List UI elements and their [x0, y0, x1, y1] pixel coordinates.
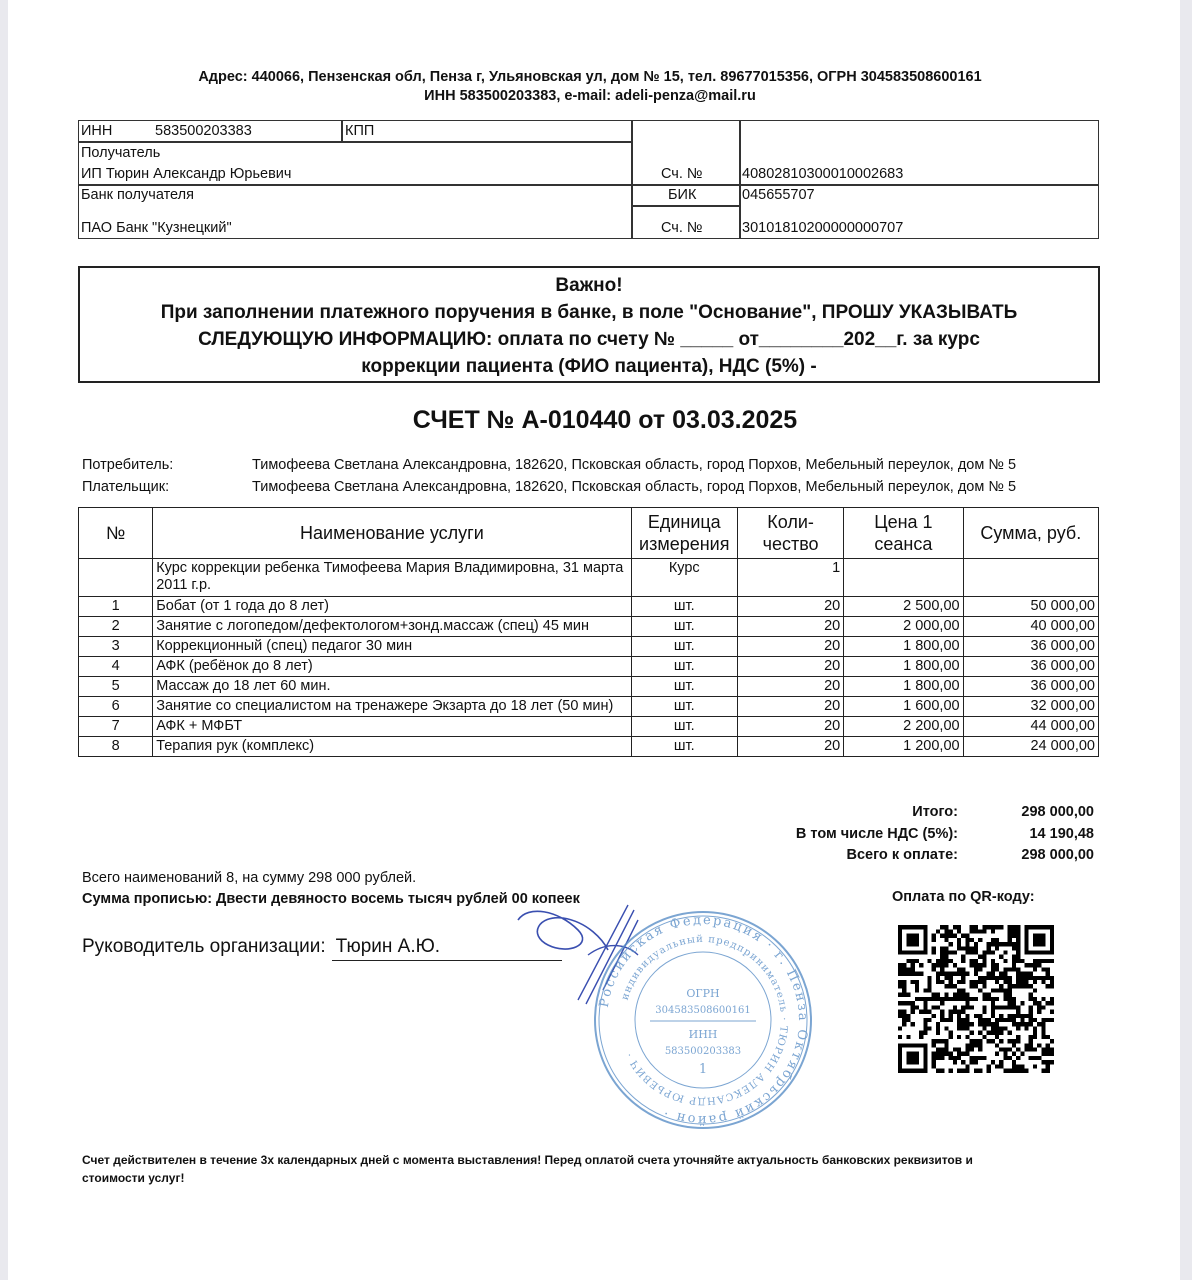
cell-name: Курс коррекции ребенка Тимофеева Мария Владимировна, 31 марта 2011 г.р.	[153, 559, 631, 597]
cell-sum: 50 000,00	[963, 597, 1098, 617]
stamp-number: 1	[698, 1062, 708, 1077]
recipient-label: Получатель	[81, 145, 161, 161]
subtotal-value: 298 000,00	[1021, 804, 1094, 820]
cell-unit: шт.	[631, 597, 737, 617]
totals-values	[968, 802, 1094, 867]
cell-unit: шт.	[631, 717, 737, 737]
stamp-ogrn-value: 304583508600161	[655, 1005, 751, 1016]
cell-qty: 1	[737, 559, 843, 597]
header-num: №	[79, 508, 153, 559]
cell-price: 1 800,00	[844, 637, 963, 657]
cell-sum: 44 000,00	[963, 717, 1098, 737]
bank-details-table	[78, 120, 1099, 239]
notice-line: коррекции пациента (ФИО пациента), НДС (5%) -	[361, 356, 817, 377]
cell-name: АФК (ребёнок до 8 лет)	[153, 657, 631, 677]
company-address: Адрес: 440066, Пензенская обл, Пенза г, Ульяновская ул, дом № 15, тел. 89677015356, ОГРН 304583508600161	[198, 69, 982, 85]
cell-name: Коррекционный (спец) педагог 30 мин	[153, 637, 631, 657]
cell-unit: Курс	[631, 559, 737, 597]
bank-label: Банк получателя	[81, 187, 194, 203]
cell-price: 2 200,00	[844, 717, 963, 737]
stamp-inn-label: ИНН	[688, 1028, 718, 1041]
director-signature-line	[82, 936, 562, 961]
cell-name: Занятие со специалистом на тренажере Экзарта до 18 лет (50 мин)	[153, 697, 631, 717]
cell-num: 4	[79, 657, 153, 677]
validity-note-line: стоимости услуг!	[82, 1171, 185, 1185]
cell-sum	[963, 559, 1098, 597]
table-row	[79, 737, 1099, 757]
kpp-label: КПП	[345, 123, 375, 139]
table-row	[79, 597, 1099, 617]
cell-sum: 32 000,00	[963, 697, 1098, 717]
cell-name: Терапия рук (комплекс)	[153, 737, 631, 757]
stamp-inn-value: 583500203383	[664, 1046, 742, 1057]
company-header	[0, 68, 1180, 106]
validity-note-line: Счет действителен в течение 3х календарных дней с момента выставления! Перед оплатой счета уточняйте актуальность банковских реквизитов и	[82, 1153, 973, 1167]
cell-qty: 20	[737, 637, 843, 657]
header-sum: Сумма, руб.	[963, 508, 1098, 559]
course-row	[79, 559, 1099, 597]
cell-num: 1	[79, 597, 153, 617]
cell-sum: 36 000,00	[963, 657, 1098, 677]
header-qty: Коли- чество	[737, 508, 843, 559]
total-value: 298 000,00	[1021, 847, 1094, 863]
cell-num: 3	[79, 637, 153, 657]
table-row	[79, 677, 1099, 697]
invoice-page	[8, 0, 1180, 1280]
cell-num: 5	[79, 677, 153, 697]
inn-value: 583500203383	[155, 123, 252, 139]
cell-qty: 20	[737, 697, 843, 717]
table-row	[79, 657, 1099, 677]
vat-label: В том числе НДС (5%):	[795, 825, 958, 842]
svg-text:Российская Федерация · г. Пенз: Российская Федерация · г. Пенза Октябрьский район ·	[596, 912, 811, 1128]
consumer-value: Тимофеева Светлана Александровна, 182620, Псковская область, город Порхов, Мебельный переулок, дом № 5	[252, 457, 1017, 473]
subtotal-label: Итого:	[912, 804, 958, 820]
cell-qty: 20	[737, 717, 843, 737]
director-label: Руководитель организации:	[82, 936, 326, 957]
amount-in-words: Сумма прописью: Двести девяносто восемь тысяч рублей 00 копеек	[82, 891, 580, 907]
cell-num: 6	[79, 697, 153, 717]
cell-num: 8	[79, 737, 153, 757]
payment-qr-code-icon[interactable]	[898, 925, 1054, 1073]
amount-summary	[82, 868, 580, 910]
corr-account-value: 30101810200000000707	[742, 220, 904, 236]
bik-label: БИК	[668, 187, 697, 203]
cell-qty: 20	[737, 597, 843, 617]
cell-name: Бобат (от 1 года до 8 лет)	[153, 597, 631, 617]
stamp-ogrn-label: ОГРН	[686, 987, 720, 1000]
payer-value: Тимофеева Светлана Александровна, 182620, Псковская область, город Порхов, Мебельный переулок, дом № 5	[252, 479, 1017, 495]
cell-price: 1 800,00	[844, 677, 963, 697]
account-value: 40802810300010002683	[742, 166, 904, 182]
cell-sum: 40 000,00	[963, 617, 1098, 637]
cell-sum: 36 000,00	[963, 677, 1098, 697]
cell-unit: шт.	[631, 697, 737, 717]
inn-label: ИНН	[81, 123, 113, 139]
table-row	[79, 637, 1099, 657]
corr-account-label: Сч. №	[661, 220, 703, 236]
cell-qty: 20	[737, 737, 843, 757]
notice-line: СЛЕДУЮЩУЮ ИНФОРМАЦИЮ: оплата по счету № _____ от________202__г. за курс	[198, 329, 980, 350]
cell-name: Массаж до 18 лет 60 мин.	[153, 677, 631, 697]
table-header-row	[79, 508, 1099, 559]
cell-unit: шт.	[631, 617, 737, 637]
cell-sum: 24 000,00	[963, 737, 1098, 757]
total-label: Всего к оплате:	[846, 847, 958, 863]
cell-qty: 20	[737, 617, 843, 637]
cell-num	[79, 559, 153, 597]
payer-label: Плательщик:	[82, 479, 170, 495]
cell-price: 2 500,00	[844, 597, 963, 617]
validity-note	[82, 1151, 1102, 1187]
cell-sum: 36 000,00	[963, 637, 1098, 657]
header-name: Наименование услуги	[153, 508, 631, 559]
cell-qty: 20	[737, 677, 843, 697]
notice-line: При заполнении платежного поручения в банке, в поле "Основание", ПРОШУ УКАЗЫВАТЬ	[160, 302, 1018, 323]
cell-price: 2 000,00	[844, 617, 963, 637]
header-unit: Единица измерения	[631, 508, 737, 559]
vat-value: 14 190,48	[1029, 825, 1094, 842]
notice-title: Важно!	[555, 275, 623, 296]
cell-price: 1 600,00	[844, 697, 963, 717]
recipient-name: ИП Тюрин Александр Юрьевич	[81, 166, 292, 182]
qr-label: Оплата по QR-коду:	[892, 889, 1035, 905]
consumer-label: Потребитель:	[82, 457, 174, 473]
cell-price: 1 800,00	[844, 657, 963, 677]
account-label: Сч. №	[661, 166, 703, 182]
cell-unit: шт.	[631, 637, 737, 657]
cell-name: АФК + МФБТ	[153, 717, 631, 737]
items-count-line: Всего наименований 8, на сумму 298 000 рублей.	[82, 870, 417, 886]
cell-price: 1 200,00	[844, 737, 963, 757]
services-table	[78, 507, 1099, 757]
table-row	[79, 617, 1099, 637]
cell-name: Занятие с логопедом/дефектологом+зонд.массаж (спец) 45 мин	[153, 617, 631, 637]
table-row	[79, 697, 1099, 717]
cell-qty: 20	[737, 657, 843, 677]
bank-name: ПАО Банк "Кузнецкий"	[81, 220, 232, 236]
cell-unit: шт.	[631, 737, 737, 757]
invoice-title: СЧЕТ № А-010440 от 03.03.2025	[412, 406, 798, 434]
cell-unit: шт.	[631, 657, 737, 677]
cell-unit: шт.	[631, 677, 737, 697]
header-price: Цена 1 сеанса	[844, 508, 963, 559]
company-stamp-icon	[588, 905, 818, 1135]
bik-value: 045655707	[742, 187, 815, 203]
cell-price	[844, 559, 963, 597]
svg-text:индивидуальный предприниматель: индивидуальный предприниматель · ТЮРИН АЛЕКСАНДР ЮРЬЕВИЧ ·	[619, 933, 790, 1107]
important-notice	[78, 266, 1100, 383]
director-name: Тюрин А.Ю.	[332, 936, 562, 961]
cell-num: 2	[79, 617, 153, 637]
cell-num: 7	[79, 717, 153, 737]
table-row	[79, 717, 1099, 737]
company-inn-email: ИНН 583500203383, e-mail: adeli-penza@mail.ru	[424, 88, 756, 104]
